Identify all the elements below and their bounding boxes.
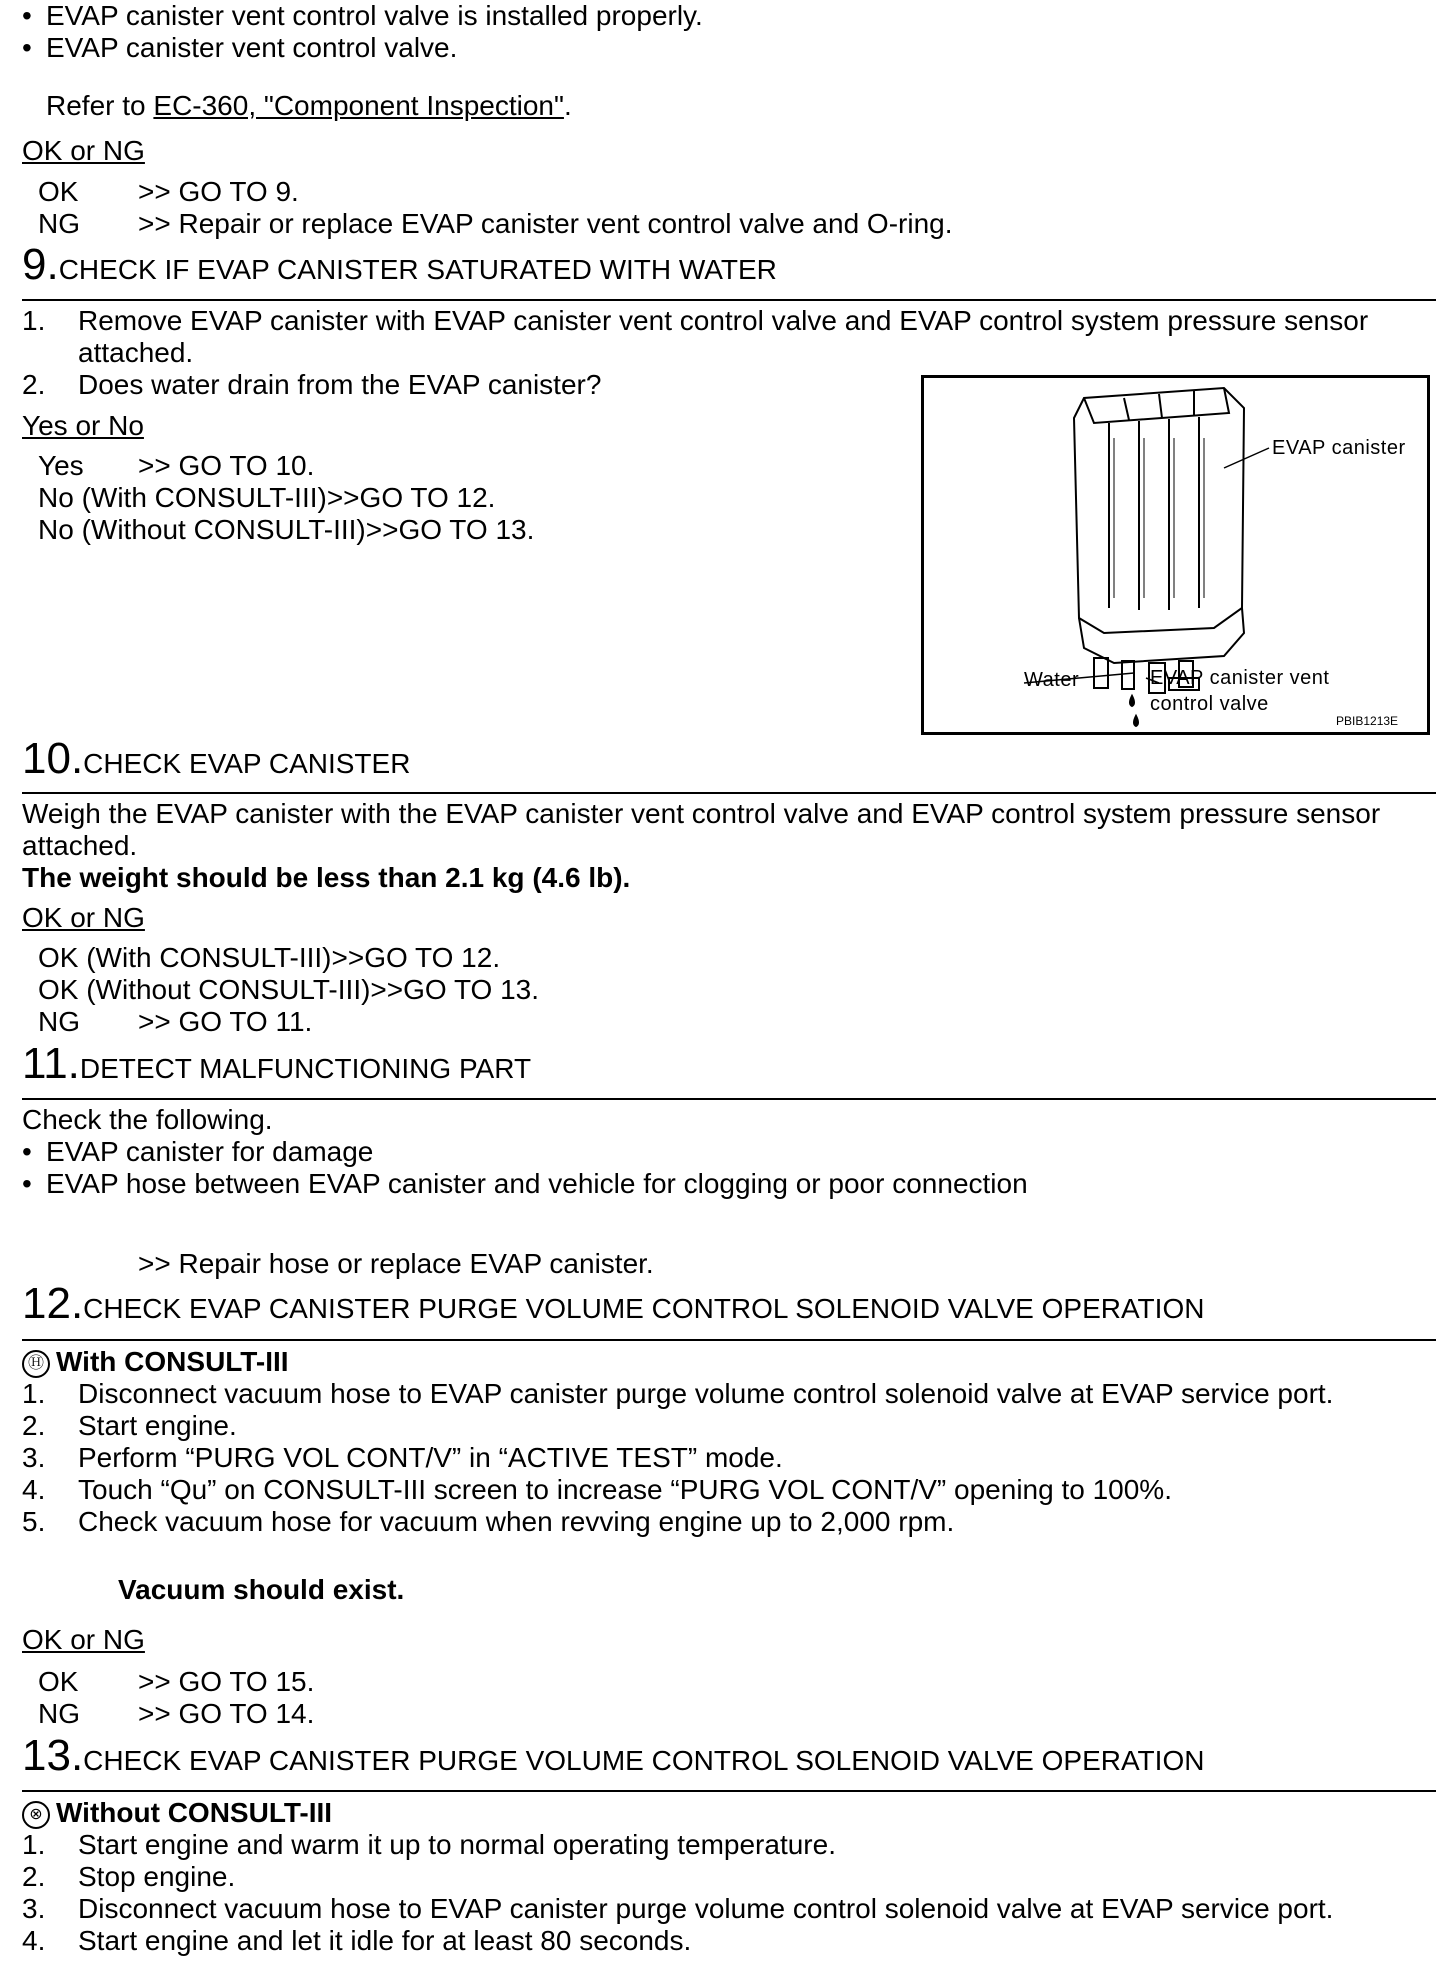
list-number: 2.	[22, 1410, 46, 1441]
mode-heading	[22, 1346, 289, 1378]
list-item-text: Stop engine.	[78, 1861, 236, 1892]
step-title: CHECK EVAP CANISTER	[83, 748, 411, 779]
no-consult-icon: ⊗	[22, 1801, 50, 1829]
step-title: CHECK IF EVAP CANISTER SATURATED WITH WATER	[58, 254, 777, 285]
divider	[22, 1790, 1436, 1792]
list-item-text: Start engine and let it idle for at least 80 seconds.	[78, 1925, 692, 1956]
ok-option-2: OK (Without CONSULT-III)>>GO TO 13.	[38, 974, 540, 1005]
label-vent-valve-line1: EVAP canister vent	[1150, 667, 1330, 689]
ok-action: >> GO TO 9.	[138, 176, 299, 207]
step-title: DETECT MALFUNCTIONING PART	[79, 1053, 532, 1084]
list-item-text: Does water drain from the EVAP canister?	[78, 369, 602, 400]
list-number: 2.	[22, 1861, 46, 1892]
ng-action: >> Repair or replace EVAP canister vent control valve and O-ring.	[138, 208, 953, 239]
spec-statement: The weight should be less than 2.1 kg (4.6 lb).	[22, 862, 631, 893]
figure-code: PBIB1213E	[1336, 714, 1399, 728]
paragraph-line: Check the following.	[22, 1104, 273, 1135]
list-number: 3.	[22, 1442, 46, 1473]
list-item-text: Start engine and warm it up to normal operating temperature.	[78, 1829, 836, 1860]
list-number: 2.	[22, 369, 46, 400]
bullet-item: EVAP canister for damage	[46, 1136, 374, 1167]
bullet-marker: •	[22, 0, 32, 31]
result-heading: Yes or No	[22, 410, 144, 441]
paragraph-line: Weigh the EVAP canister with the EVAP canister vent control valve and EVAP control system pressure sensor	[22, 798, 1381, 829]
no-option-2: No (Without CONSULT-III)>>GO TO 13.	[38, 514, 535, 545]
list-number: 3.	[22, 1893, 46, 1924]
list-number: 1.	[22, 1829, 46, 1860]
list-item-text: Check vacuum hose for vacuum when revving engine up to 2,000 rpm.	[78, 1506, 955, 1537]
ng-label: NG	[38, 1006, 80, 1037]
yes-action: >> GO TO 10.	[138, 450, 315, 481]
evap-canister-figure	[921, 375, 1430, 735]
yes-label: Yes	[38, 450, 84, 481]
step-number: 13.	[22, 1731, 84, 1780]
divider	[22, 1339, 1436, 1341]
list-item-text: Touch “Qu” on CONSULT-III screen to increase “PURG VOL CONT/V” opening to 100%.	[78, 1474, 1172, 1505]
list-item-text: Start engine.	[78, 1410, 237, 1441]
list-item-text: attached.	[78, 337, 194, 368]
divider	[22, 1098, 1436, 1100]
list-item-text: Disconnect vacuum hose to EVAP canister purge volume control solenoid valve at EVAP service port.	[78, 1378, 1334, 1409]
label-water: Water	[1024, 669, 1080, 691]
paragraph-line: attached.	[22, 830, 138, 861]
mode-label: With CONSULT-III	[56, 1346, 289, 1377]
result-heading: OK or NG	[22, 1624, 145, 1655]
step-title: CHECK EVAP CANISTER PURGE VOLUME CONTROL SOLENOID VALVE OPERATION	[83, 1293, 1205, 1324]
step-13-heading	[22, 1731, 1205, 1780]
refer-prefix: Refer to	[46, 90, 154, 121]
ng-label: NG	[38, 1698, 80, 1729]
ok-label: OK	[38, 176, 79, 207]
refer-suffix: .	[563, 90, 572, 121]
divider	[22, 299, 1436, 301]
no-option-1: No (With CONSULT-III)>>GO TO 12.	[38, 482, 496, 513]
step-9-heading	[22, 240, 777, 289]
top-bullet-1: EVAP canister vent control valve is installed properly.	[46, 0, 703, 31]
step-number: 9.	[22, 240, 59, 289]
step-11-heading	[22, 1039, 532, 1088]
spec-statement: Vacuum should exist.	[118, 1574, 405, 1605]
action-line: >> Repair hose or replace EVAP canister.	[138, 1248, 654, 1279]
ng-label: NG	[38, 208, 80, 239]
ok-option-1: OK (With CONSULT-III)>>GO TO 12.	[38, 942, 501, 973]
list-number: 4.	[22, 1474, 46, 1505]
step-number: 10.	[22, 734, 84, 783]
bullet-item: EVAP hose between EVAP canister and vehicle for clogging or poor connection	[46, 1168, 1028, 1199]
bullet-marker: •	[22, 32, 32, 63]
label-vent-valve-line2: control valve	[1150, 693, 1269, 715]
label-evap-canister: EVAP canister	[1272, 437, 1406, 459]
bullet-marker: •	[22, 1136, 32, 1167]
refer-line	[46, 90, 572, 122]
list-number: 4.	[22, 1925, 46, 1956]
list-number: 5.	[22, 1506, 46, 1537]
step-12-heading	[22, 1279, 1205, 1328]
step-number: 12.	[22, 1279, 84, 1328]
mode-label: Without CONSULT-III	[56, 1797, 333, 1828]
result-heading: OK or NG	[22, 902, 145, 933]
top-bullet-2: EVAP canister vent control valve.	[46, 32, 458, 63]
list-number: 1.	[22, 1378, 46, 1409]
ng-action: >> GO TO 11.	[138, 1006, 313, 1037]
result-heading: OK or NG	[22, 135, 145, 166]
ng-action: >> GO TO 14.	[138, 1698, 315, 1729]
list-item-text: Remove EVAP canister with EVAP canister vent control valve and EVAP control system pressure sensor	[78, 305, 1369, 336]
refer-link[interactable]: EC-360, "Component Inspection"	[153, 90, 564, 121]
step-10-heading	[22, 734, 411, 783]
ok-label: OK	[38, 1666, 79, 1697]
bullet-marker: •	[22, 1168, 32, 1199]
divider	[22, 792, 1436, 794]
list-item-text: Disconnect vacuum hose to EVAP canister purge volume control solenoid valve at EVAP service port.	[78, 1893, 1334, 1924]
step-title: CHECK EVAP CANISTER PURGE VOLUME CONTROL SOLENOID VALVE OPERATION	[83, 1745, 1205, 1776]
ok-action: >> GO TO 15.	[138, 1666, 315, 1697]
list-number: 1.	[22, 305, 46, 336]
consult-icon: Ⓗ	[22, 1350, 50, 1378]
list-item-text: Perform “PURG VOL CONT/V” in “ACTIVE TEST” mode.	[78, 1442, 783, 1473]
mode-heading	[22, 1797, 332, 1829]
step-number: 11.	[22, 1039, 80, 1088]
